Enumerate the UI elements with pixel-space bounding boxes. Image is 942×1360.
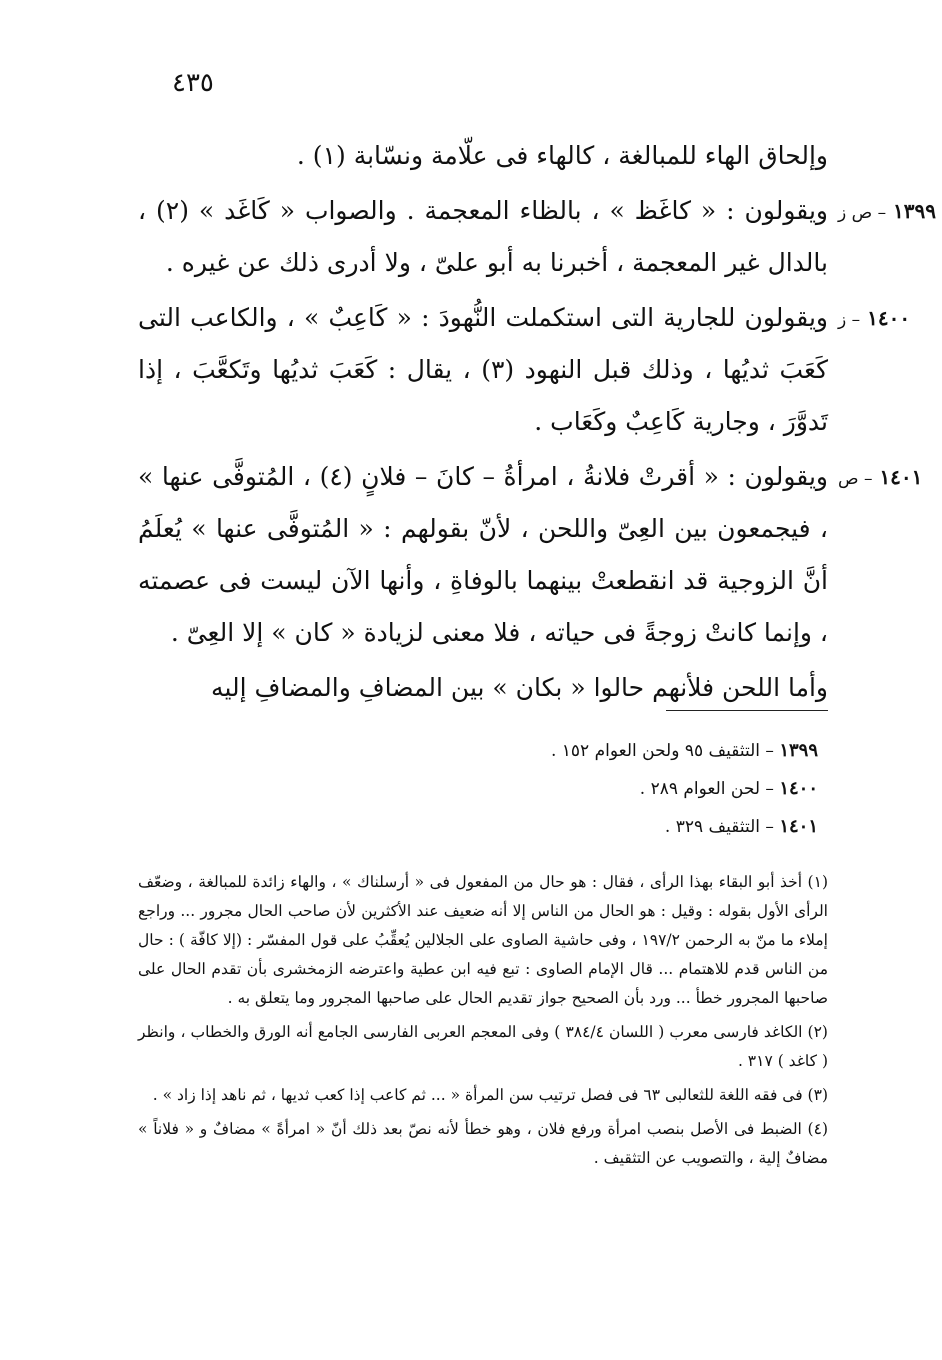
source-text: – لحن العوام ٢٨٩ . — [639, 779, 774, 799]
paragraph-continuation — [138, 130, 828, 182]
source-number: ١٤٠١ — [779, 816, 818, 837]
source-line — [470, 732, 818, 770]
paragraph-text: ويقولون : « أقرتْ فلانةُ ، امرأةُ – كانَ – فلانٍ (٤) ، المُتوفَّى عنها » ، فيجمعون بين العِىّ واللحن ، لأنّ بقولهم : « المُتوفَّى عنها » يُعلَمُ أنَّ الزوجية قد انقطعتْ بينهما بالوفاةِ ، وأنها الآن ليست فى عصمته ، وإنما كانتْ زوجةً فى حياته ، فلا معنى لزيادة « كان » إلا العِىّ . — [138, 462, 828, 647]
footnote-1: (١) أخذ أبو البقاء بهذا الرأى ، فقال : هو حال من المفعول فى « أرسلناك » ، والهاء زائدة للمبالغة ، وضعّف الرأى الأول بقوله : وقيل : هو الحال من الناس إلا أنه ضعيف عند الأكثرين لأن صاحب الحال مجرور ... وراجع إملاء ما منّ به الرحمن ١٩٧/٢ ، وفى حاشية الصاوى على الجلالين يُعقِّبُ على قول المفسّر : (إلا كافّة ) : حال من الناس قدم للاهتمام ... قال الإمام الصاوى : تبع فيه ابن عطية واعترضه الزمخشرى بأن تقدم الحال على صاحبها المجرور خطأ ... ورد بأن الصحيح جواز تقديم الحال على صاحبها المجرور وما يتعلق به . — [138, 873, 828, 1007]
footnote-2: (٢) الكاغد فارسى معرب ( اللسان ٣٨٤/٤ ) وفى المعجم العربى الفارسى الجامع أنه الورق والخطاب ، وانظر ( كاغد ) ٣١٧ . — [138, 1023, 828, 1070]
entry-number: ١٤٠٠ – ز — [838, 306, 911, 330]
source-text: – التثقيف ٣٢٩ . — [664, 817, 774, 837]
entry-1399 — [138, 185, 937, 289]
source-line — [470, 770, 818, 808]
source-number: ١٤٠٠ — [779, 778, 818, 799]
paragraph-text: وإلحاق الهاء للمبالغة ، كالهاء فى علّامة ونسّابة (١) . — [296, 141, 828, 170]
page-number: ٤٣٥ — [172, 68, 214, 98]
entry-number: ١٤٠١ – ص — [838, 465, 923, 489]
footnote-4: (٤) الضبط فى الأصل بنصب امرأة ورفع فلان ، وهو خطأ لأنه نصّ بعد ذلك أنّ « امرأةً » مضافٌ و « فلاناً » مضافٌ إلية ، والتصويب عن التثقيف . — [138, 1120, 828, 1167]
paragraph-text: وأما اللحن فلأنهم حالوا « بكان » بين المضافِ والمضافِ إليه — [211, 673, 828, 702]
main-text — [138, 130, 937, 717]
paragraph-last — [138, 662, 828, 714]
entry-number: ١٣٩٩ – ص ز — [838, 199, 937, 223]
paragraph-text: ويقولون : « كاغَظ » ، بالظاء المعجمة . والصواب « كَاغَد » (٢) ، بالدال غير المعجمة ، أخبرنا به أبو علىّ ، ولا أدرى ذلك عن غيره . — [138, 196, 828, 277]
entry-1401 — [138, 451, 923, 659]
source-text: – التثقيف ٩٥ ولحن العوام ١٥٢ . — [550, 741, 774, 761]
entry-mark: – ص — [838, 469, 873, 489]
paragraph-text: ويقولون للجارية التى استكملت النُّهودَ : « كَاعِبٌ » ، والكاعب التى كَعَبَ ثديُها ، وذلك قبل النهود (٣) ، يقال : كَعَبَ ثديُها وتَكعَّبَ ، إذا تَدوَّرَ ، وجارية كَاعِبٌ وكَعَاب . — [138, 303, 828, 436]
source-line — [470, 808, 818, 846]
entry-mark: – ز — [838, 310, 861, 330]
source-number: ١٣٩٩ — [779, 740, 818, 761]
sources-list — [470, 732, 818, 846]
footnote-3: (٣) فى فقه اللغة للثعالبى ٦٣ فى فصل ترتيب سن المرأة « ... ثم كاعب إذا كعب ثديها ، ثم ناهد إذا زاد » . — [152, 1086, 828, 1104]
entry-mark: – ص ز — [838, 203, 887, 223]
footnotes — [138, 868, 828, 1178]
entry-1400 — [138, 292, 911, 448]
footnote-divider — [666, 710, 828, 711]
